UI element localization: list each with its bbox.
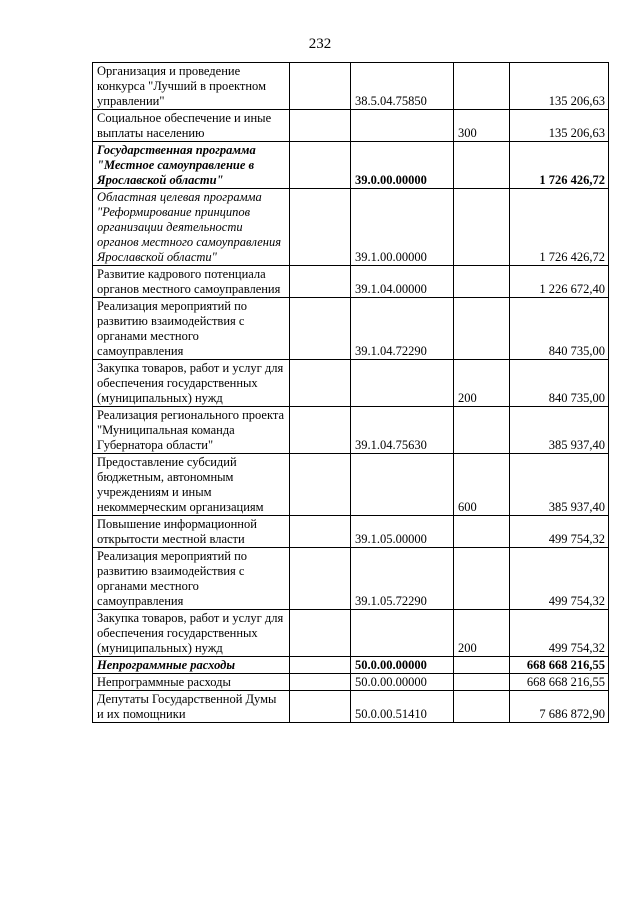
row-kind-cell	[454, 142, 510, 189]
row-sum-cell: 7 686 872,90	[510, 691, 609, 723]
row-blank-cell	[290, 298, 351, 360]
row-code-cell: 39.0.00.00000	[351, 142, 454, 189]
row-code-cell	[351, 110, 454, 142]
row-sum-cell: 135 206,63	[510, 63, 609, 110]
row-name-cell: Непрограммные расходы	[93, 657, 290, 674]
row-sum-cell: 499 754,32	[510, 548, 609, 610]
row-blank-cell	[290, 407, 351, 454]
table-row	[93, 189, 609, 266]
row-name-cell: Закупка товаров, работ и услуг для обеспечения государственных (муниципальных) нужд	[93, 610, 290, 657]
row-blank-cell	[290, 110, 351, 142]
table-row	[93, 360, 609, 407]
row-blank-cell	[290, 516, 351, 548]
table-row	[93, 516, 609, 548]
row-code-cell: 39.1.00.00000	[351, 189, 454, 266]
row-kind-cell	[454, 266, 510, 298]
table-row	[93, 691, 609, 723]
row-kind-cell: 200	[454, 360, 510, 407]
row-kind-cell	[454, 691, 510, 723]
row-blank-cell	[290, 63, 351, 110]
row-code-cell	[351, 610, 454, 657]
table-row	[93, 407, 609, 454]
row-name-cell: Развитие кадрового потенциала органов местного самоуправления	[93, 266, 290, 298]
row-name-cell: Повышение информационной открытости местной власти	[93, 516, 290, 548]
row-sum-cell: 1 226 672,40	[510, 266, 609, 298]
row-kind-cell	[454, 63, 510, 110]
row-blank-cell	[290, 454, 351, 516]
row-sum-cell: 1 726 426,72	[510, 189, 609, 266]
row-blank-cell	[290, 266, 351, 298]
row-kind-cell: 200	[454, 610, 510, 657]
page-number: 232	[308, 36, 332, 52]
row-code-cell: 38.5.04.75850	[351, 63, 454, 110]
row-code-cell	[351, 360, 454, 407]
row-code-cell: 39.1.05.00000	[351, 516, 454, 548]
row-kind-cell	[454, 407, 510, 454]
row-kind-cell	[454, 674, 510, 691]
row-name-cell: Реализация мероприятий по развитию взаимодействия с органами местного самоуправления	[93, 298, 290, 360]
row-kind-cell	[454, 189, 510, 266]
row-code-cell: 50.0.00.51410	[351, 691, 454, 723]
table-row	[93, 548, 609, 610]
row-kind-cell	[454, 298, 510, 360]
row-name-cell: Государственная программа "Местное самоуправление в Ярославской области"	[93, 142, 290, 189]
row-blank-cell	[290, 548, 351, 610]
row-name-cell: Областная целевая программа "Реформирование принципов организации деятельности органов местного самоуправления Ярославской области"	[93, 189, 290, 266]
row-kind-cell	[454, 516, 510, 548]
row-sum-cell: 385 937,40	[510, 454, 609, 516]
row-name-cell: Депутаты Государственной Думы и их помощники	[93, 691, 290, 723]
table-row	[93, 266, 609, 298]
row-sum-cell: 499 754,32	[510, 610, 609, 657]
table-row	[93, 657, 609, 674]
table-row	[93, 298, 609, 360]
row-blank-cell	[290, 189, 351, 266]
row-code-cell: 39.1.05.72290	[351, 548, 454, 610]
row-name-cell: Социальное обеспечение и иные выплаты населению	[93, 110, 290, 142]
row-code-cell: 39.1.04.72290	[351, 298, 454, 360]
row-sum-cell: 840 735,00	[510, 298, 609, 360]
row-code-cell: 50.0.00.00000	[351, 657, 454, 674]
row-blank-cell	[290, 657, 351, 674]
row-sum-cell: 1 726 426,72	[510, 142, 609, 189]
row-code-cell: 39.1.04.75630	[351, 407, 454, 454]
row-name-cell: Предоставление субсидий бюджетным, автономным учреждениям и иным некоммерческим организациям	[93, 454, 290, 516]
row-name-cell: Закупка товаров, работ и услуг для обеспечения государственных (муниципальных) нужд	[93, 360, 290, 407]
row-kind-cell: 600	[454, 454, 510, 516]
table-row	[93, 142, 609, 189]
row-sum-cell: 135 206,63	[510, 110, 609, 142]
row-blank-cell	[290, 674, 351, 691]
row-sum-cell: 499 754,32	[510, 516, 609, 548]
row-sum-cell: 668 668 216,55	[510, 657, 609, 674]
table-row	[93, 454, 609, 516]
row-name-cell: Непрограммные расходы	[93, 674, 290, 691]
table-row	[93, 610, 609, 657]
row-name-cell: Реализация мероприятий по развитию взаимодействия с органами местного самоуправления	[93, 548, 290, 610]
table-row	[93, 674, 609, 691]
row-code-cell: 39.1.04.00000	[351, 266, 454, 298]
row-blank-cell	[290, 142, 351, 189]
row-blank-cell	[290, 360, 351, 407]
row-kind-cell	[454, 657, 510, 674]
row-name-cell: Организация и проведение конкурса "Лучший в проектном управлении"	[93, 63, 290, 110]
table-row	[93, 63, 609, 110]
row-sum-cell: 840 735,00	[510, 360, 609, 407]
row-blank-cell	[290, 691, 351, 723]
budget-table	[92, 62, 609, 723]
row-blank-cell	[290, 610, 351, 657]
row-code-cell	[351, 454, 454, 516]
row-kind-cell	[454, 548, 510, 610]
row-kind-cell: 300	[454, 110, 510, 142]
budget-table-body	[93, 63, 609, 723]
row-code-cell: 50.0.00.00000	[351, 674, 454, 691]
row-name-cell: Реализация регионального проекта "Муниципальная команда Губернатора области"	[93, 407, 290, 454]
row-sum-cell: 385 937,40	[510, 407, 609, 454]
row-sum-cell: 668 668 216,55	[510, 674, 609, 691]
table-row	[93, 110, 609, 142]
